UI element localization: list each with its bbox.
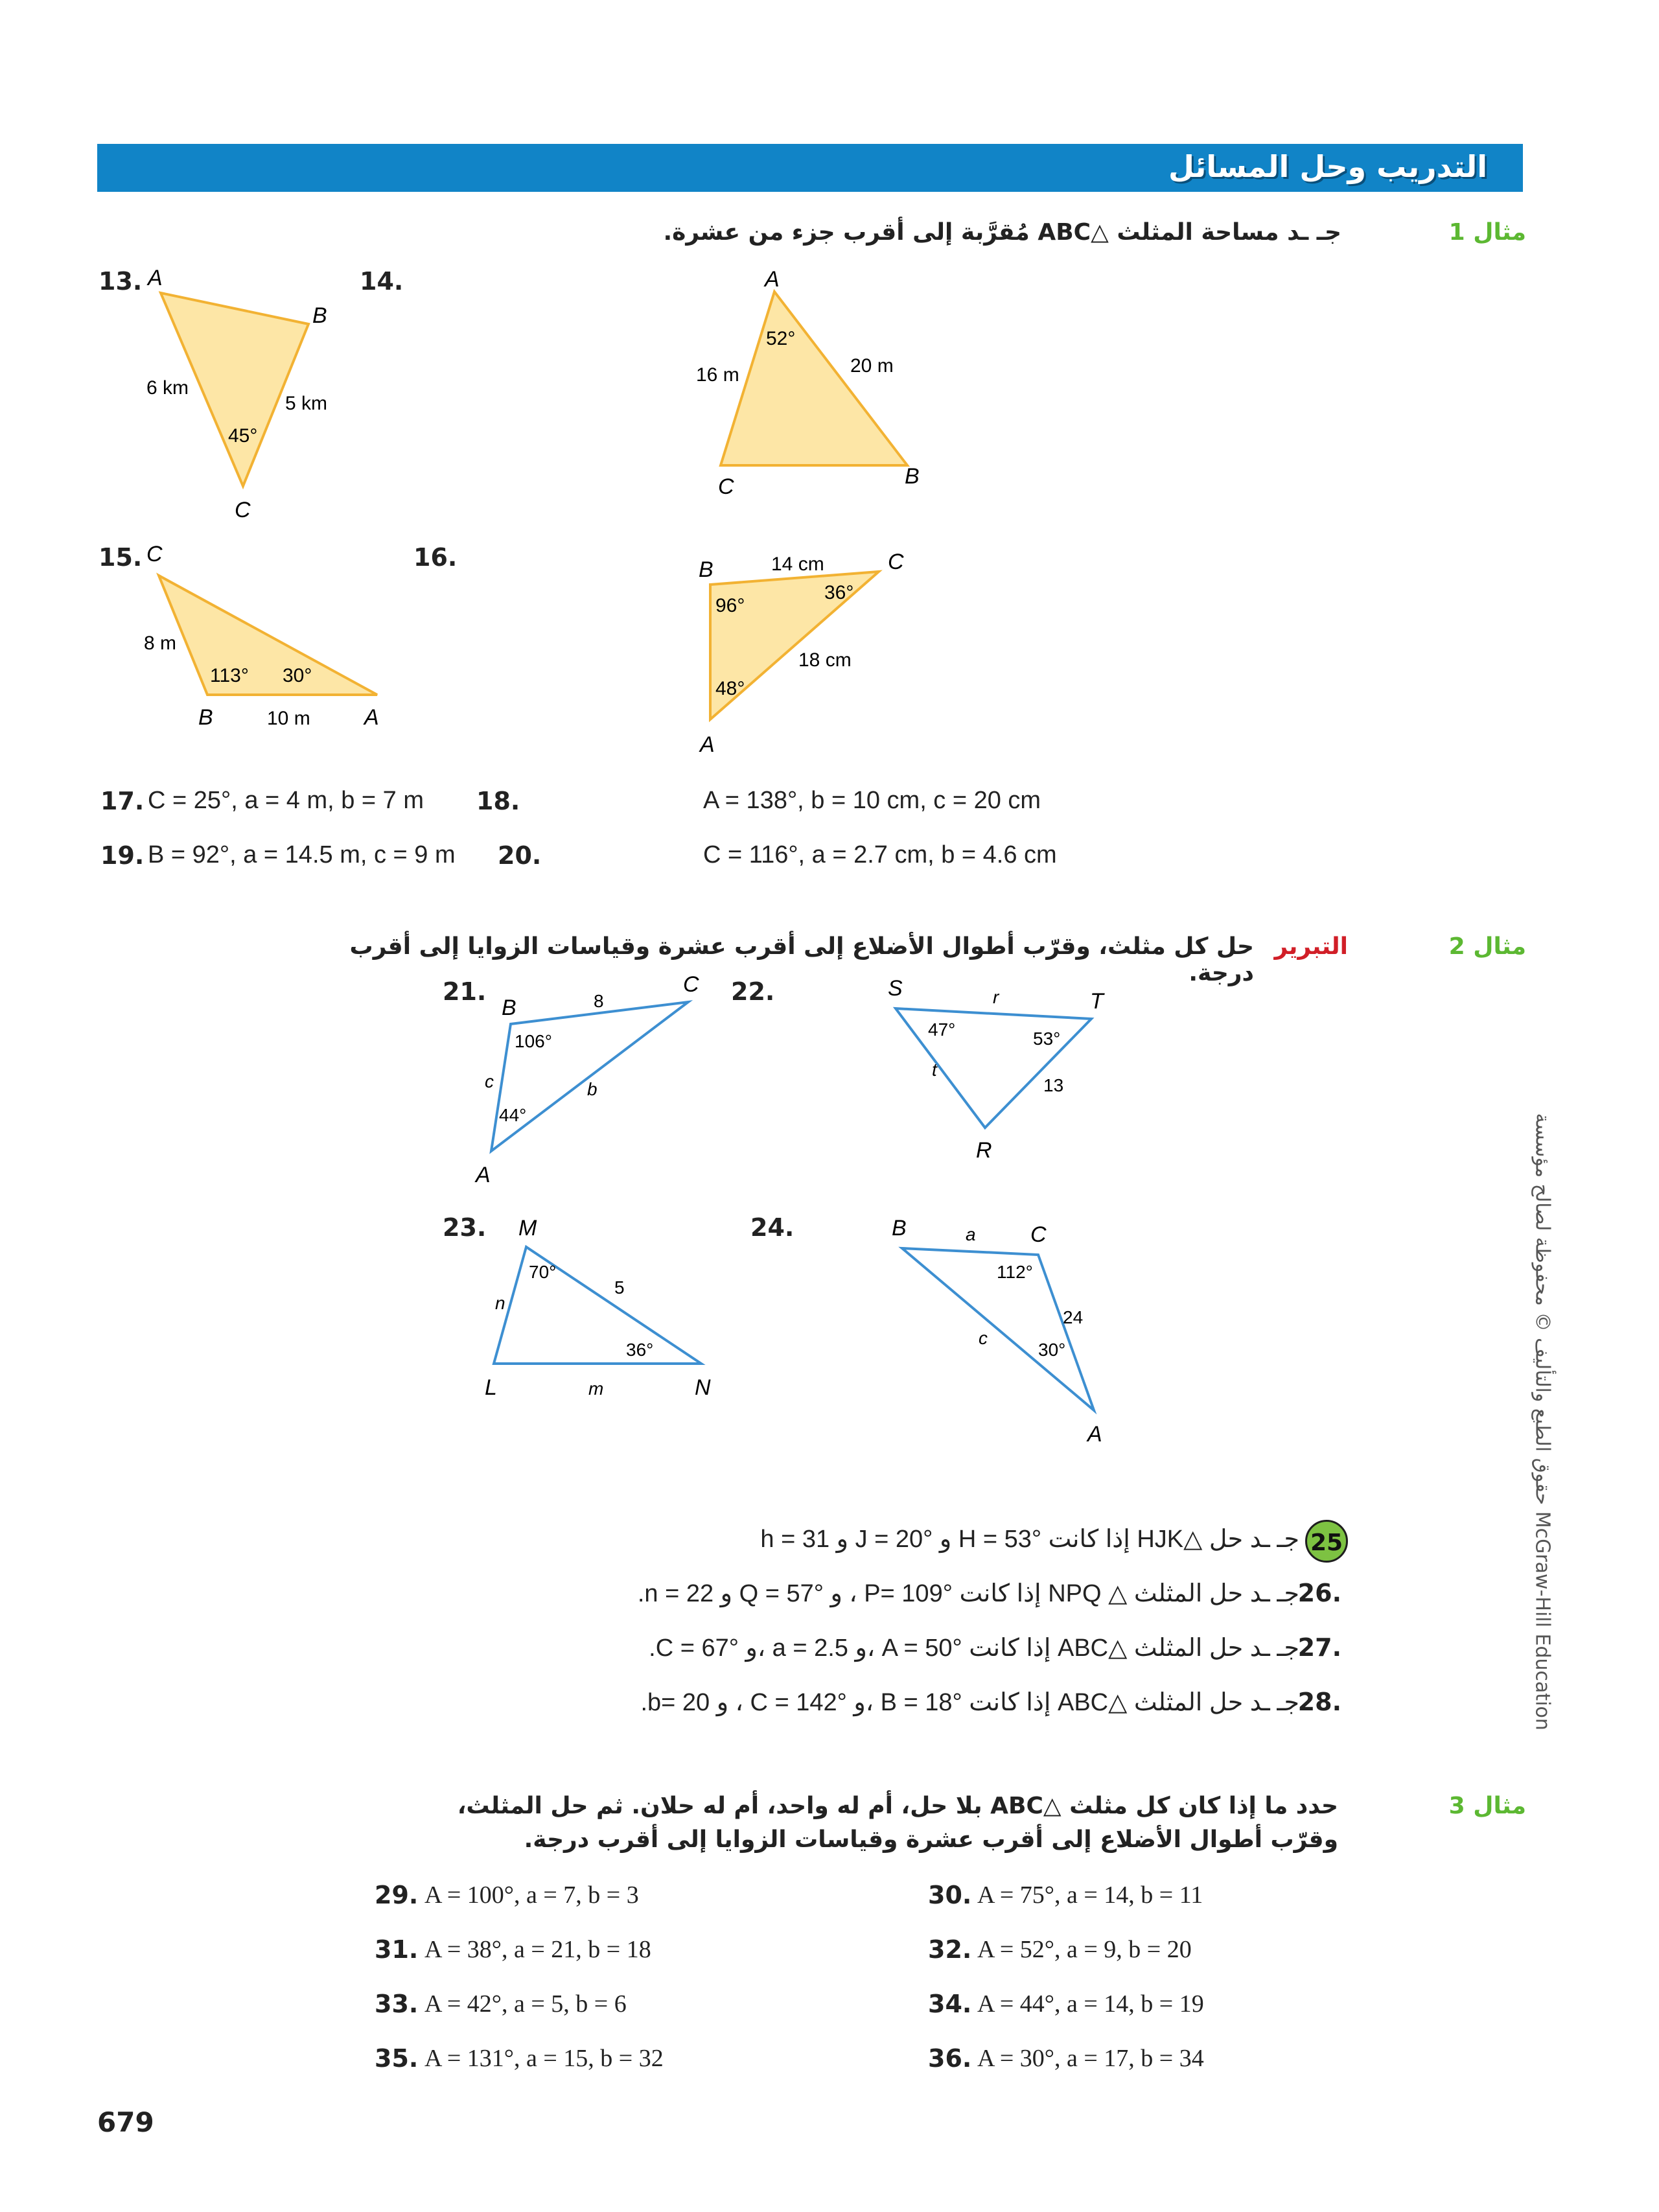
vertex-r: R (976, 1138, 992, 1163)
problem-33-number: 33. (375, 1990, 419, 2018)
problem-31-number: 31. (375, 1935, 419, 1964)
side-label: n (495, 1293, 505, 1313)
side-label: 18 cm (798, 649, 852, 671)
problem-23-triangle (467, 1205, 739, 1413)
example-3-instruction-line-1: حدد ما إذا كان كل مثلث △ABC بلا حل، أم له واحد، أم له حلان. ثم حل المثلث، (457, 1793, 1338, 1819)
problem-14-number: 14. (360, 267, 404, 296)
triangle-shape (491, 1002, 688, 1151)
angle-label: 70° (529, 1262, 557, 1282)
vertex-t: T (1090, 989, 1104, 1014)
problem-28-number: .28 (1297, 1688, 1341, 1716)
angle-label: 112° (997, 1262, 1033, 1282)
side-label: r (993, 987, 999, 1007)
triangle-shape (494, 1247, 701, 1364)
angle-label: 48° (715, 678, 745, 699)
vertex-b: B (905, 464, 920, 489)
angle-label: 106° (515, 1031, 552, 1051)
problem-33-text: A = 42°, a = 5, b = 6 (424, 1990, 627, 2018)
problem-34-number: 34. (928, 1990, 972, 2018)
problem-24-number: 24. (750, 1213, 795, 1242)
problem-15-number: 15. (99, 543, 143, 572)
problem-35-number: 35. (375, 2044, 419, 2073)
side-label: 10 m (267, 708, 310, 729)
problem-31-text: A = 38°, a = 21, b = 18 (424, 1936, 651, 1963)
section-title: التدريب وحل المسائل (1168, 149, 1487, 184)
problem-23-number: 23. (443, 1213, 487, 1242)
problem-16-triangle (687, 531, 946, 765)
angle-label: 44° (499, 1105, 527, 1125)
side-label: m (588, 1379, 604, 1399)
example-3-instruction-line-2: وقرّب أطوال الأضلاع إلى أقرب عشرة وقياسات الزوايا إلى أقرب درجة. (524, 1826, 1338, 1853)
vertex-a: A (476, 1163, 491, 1187)
side-label: c (979, 1328, 988, 1348)
problem-25-text: جـ ـد حل △HJK إذا كانت H = 53° و J = 20° و h = 31 (760, 1526, 1299, 1553)
vertex-s: S (888, 976, 903, 1001)
example-1-label: مثال 1 (1448, 219, 1526, 246)
problem-36-number: 36. (928, 2044, 972, 2073)
problem-32-number: 32. (928, 1935, 972, 1964)
side-label: 6 km (146, 377, 189, 399)
vertex-a: A (1087, 1422, 1102, 1447)
problem-20-text: C = 116°, a = 2.7 cm, b = 4.6 cm (703, 841, 1057, 868)
problem-22-number: 22. (731, 977, 775, 1006)
problem-17-number: 17. (100, 787, 145, 815)
problem-28-text: جـ ـد حل المثلث △ABC إذا كانت B = 18° ،و C = 142° ، و b= 20. (640, 1689, 1299, 1716)
vertex-c: C (718, 474, 734, 499)
vertex-m: M (518, 1216, 537, 1240)
angle-label: 30° (283, 665, 312, 686)
side-label: 5 (614, 1277, 625, 1298)
problem-21-triangle (467, 966, 726, 1199)
example-3-label: مثال 3 (1448, 1793, 1526, 1819)
reasoning-keyword: التبرير (1274, 933, 1348, 960)
angle-label: 53° (1033, 1029, 1061, 1049)
angle-label: 36° (824, 582, 854, 603)
side-label: a (966, 1224, 976, 1244)
angle-label: 30° (1038, 1340, 1066, 1360)
problem-29-number: 29. (375, 1881, 419, 1909)
angle-label: 47° (928, 1019, 956, 1040)
side-label: b (587, 1079, 597, 1099)
problem-16-number: 16. (413, 543, 458, 572)
problem-18-number: 18. (476, 787, 520, 815)
angle-label: 96° (715, 595, 745, 616)
side-label: 24 (1063, 1307, 1084, 1327)
side-label: t (932, 1060, 937, 1080)
problem-29-text: A = 100°, a = 7, b = 3 (424, 1881, 639, 1909)
problem-24-triangle (868, 1205, 1141, 1452)
vertex-b: B (892, 1216, 907, 1240)
vertex-n: N (695, 1375, 711, 1400)
angle-label: 45° (228, 425, 258, 447)
problem-18-text: A = 138°, b = 10 cm, c = 20 cm (703, 787, 1041, 814)
problem-26-number: .26 (1297, 1579, 1341, 1607)
problem-36-text: A = 30°, a = 17, b = 34 (977, 2045, 1204, 2072)
problem-21-number: 21. (443, 977, 487, 1006)
triangle-shape (721, 292, 907, 465)
side-label: 20 m (850, 355, 894, 377)
triangle-shape (896, 1008, 1091, 1128)
vertex-a: A (148, 266, 163, 290)
side-label: 16 m (696, 364, 739, 386)
problem-34-text: A = 44°, a = 14, b = 19 (977, 1990, 1204, 2018)
problem-32-text: A = 52°, a = 9, b = 20 (977, 1936, 1192, 1963)
vertex-a: A (700, 732, 715, 757)
side-label: 14 cm (771, 553, 824, 575)
problem-35-text: A = 131°, a = 15, b = 32 (424, 2045, 664, 2072)
section-banner (97, 144, 1523, 192)
vertex-b: B (699, 557, 713, 582)
side-label: 8 (594, 991, 604, 1011)
problem-19-text: B = 92°, a = 14.5 m, c = 9 m (148, 841, 456, 868)
angle-label: 36° (626, 1340, 654, 1360)
problem-22-triangle (868, 966, 1141, 1173)
vertex-b: B (502, 995, 516, 1020)
triangle-shape (159, 576, 377, 695)
vertex-c: C (1030, 1222, 1047, 1247)
side-label: 8 m (144, 633, 177, 654)
angle-label: 52° (766, 328, 796, 349)
problem-27-number: .27 (1297, 1633, 1341, 1662)
problem-14-triangle (680, 259, 953, 506)
vertex-c: C (683, 972, 699, 997)
problem-19-number: 19. (100, 841, 145, 870)
problem-17-text: C = 25°, a = 4 m, b = 7 m (148, 787, 424, 814)
problem-15-triangle (130, 538, 402, 732)
vertex-a: A (364, 705, 379, 730)
problem-13-number: 13. (99, 267, 143, 296)
angle-label: 113° (210, 665, 249, 686)
example-2-label: مثال 2 (1448, 933, 1526, 960)
problem-13-triangle (130, 259, 376, 531)
side-label: 13 (1043, 1075, 1064, 1095)
problem-25-badge-wrap (1305, 1520, 1348, 1563)
page-number: 679 (97, 2106, 154, 2138)
problem-26-text: جـ ـد حل المثلث △ NPQ إذا كانت P= 109° ، و Q = 57° و n = 22. (637, 1580, 1299, 1607)
vertex-c: C (146, 542, 163, 566)
problem-20-number: 20. (498, 841, 542, 870)
problem-25-badge: 25 (1305, 1520, 1348, 1563)
vertex-c: C (888, 550, 904, 574)
vertex-b: B (312, 303, 327, 328)
problem-30-text: A = 75°, a = 14, b = 11 (977, 1881, 1203, 1909)
example-1-instruction: جـ ـد مساحة المثلث △ABC مُقرَّبة إلى أقرب جزء من عشرة. (663, 219, 1341, 246)
vertex-l: L (485, 1375, 497, 1400)
copyright-text: حقوق الطبع والتأليف © محفوظة لصالح مؤسسة McGraw-Hill Education (1531, 1113, 1554, 1730)
vertex-b: B (198, 705, 213, 730)
side-label: c (485, 1071, 494, 1091)
vertex-c: C (235, 498, 251, 522)
side-label: 5 km (285, 393, 328, 414)
problem-27-text: جـ ـد حل المثلث △ABC إذا كانت A = 50° ،و a = 2.5 ،و C = 67°. (649, 1635, 1299, 1662)
problem-30-number: 30. (928, 1881, 972, 1909)
vertex-a: A (765, 267, 780, 292)
example-2-instruction: حل كل مثلث، وقرّب أطوال الأضلاع إلى أقرب عشرة وقياسات الزوايا إلى أقرب درجة. (349, 933, 1254, 986)
